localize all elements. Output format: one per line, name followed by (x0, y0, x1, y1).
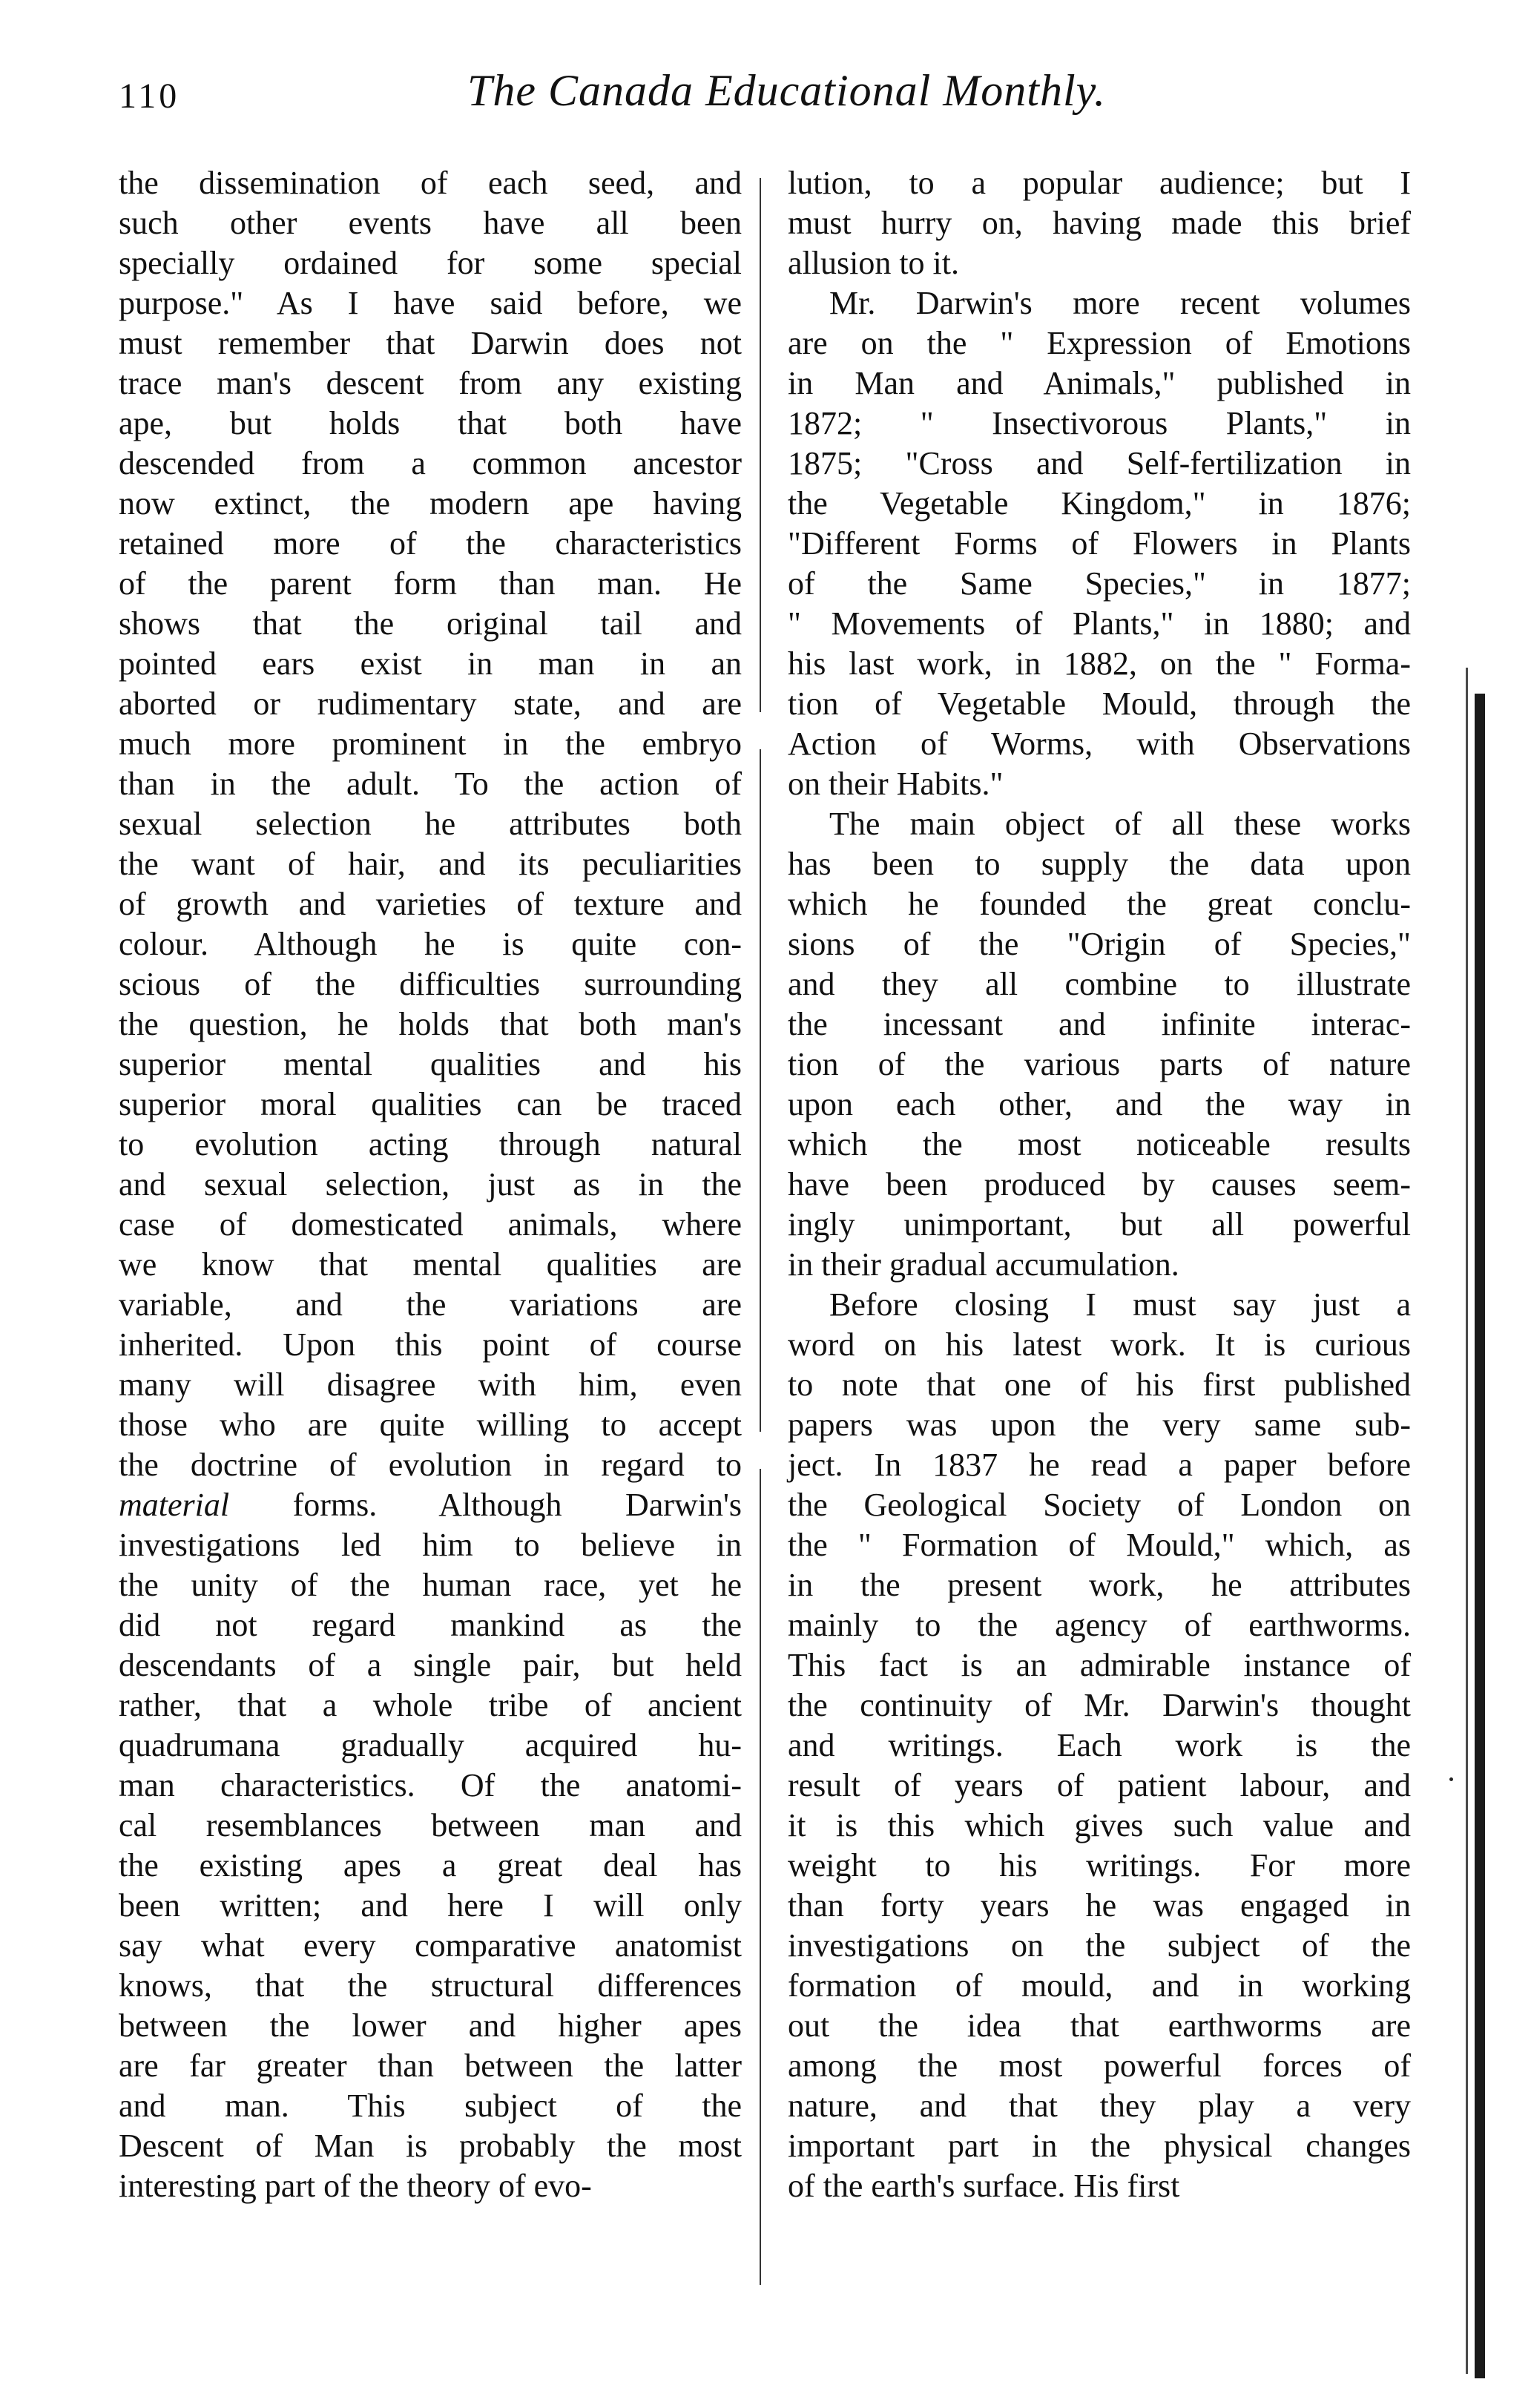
text-line: now extinct, the modern ape having (119, 485, 742, 522)
text-line: the " Formation of Mould," which, as (788, 1527, 1411, 1563)
text-line: descendants of a single pair, but held (119, 1647, 742, 1683)
text-line: case of domesticated animals, where (119, 1206, 742, 1243)
text-line: to note that one of his first published (788, 1366, 1411, 1403)
column-divider-top (760, 178, 761, 712)
text-line: the doctrine of evolution in regard to (119, 1447, 742, 1483)
text-line: ject. In 1837 he read a paper before (788, 1447, 1411, 1483)
text-line: are on the " Expression of Emotions (788, 325, 1411, 361)
text-line: say what every comparative anatomist (119, 1927, 742, 1964)
text-line: in their gradual accumulation. (788, 1246, 1179, 1283)
text-line: " Movements of Plants," in 1880; and (788, 605, 1411, 642)
page-edge-bar (1475, 694, 1485, 2378)
text-line: ape, but holds that both have (119, 405, 742, 441)
text-line: retained more of the characteristics (119, 525, 742, 562)
text-line: to evolution acting through natural (119, 1126, 742, 1162)
text-line: tion of the various parts of nature (788, 1046, 1411, 1082)
text-line: word on his latest work. It is curious (788, 1326, 1411, 1363)
text-line: Action of Worms, with Observations (788, 726, 1411, 762)
text-line: of growth and varieties of texture and (119, 886, 742, 922)
text-line: the want of hair, and its peculiarities (119, 846, 742, 882)
text-line: has been to supply the data upon (788, 846, 1411, 882)
text-line: on their Habits." (788, 766, 1004, 802)
text-line: and man. This subject of the (119, 2088, 742, 2124)
text-line: "Different Forms of Flowers in Plants (788, 525, 1411, 562)
text-line: mainly to the agency of earthworms. (788, 1607, 1411, 1643)
text-line: Before closing I must say just a (829, 1286, 1411, 1323)
text-line: the continuity of Mr. Darwin's thought (788, 1687, 1411, 1723)
text-line: those who are quite willing to accept (119, 1407, 742, 1443)
text-line: such other events have all been (119, 205, 742, 241)
text-line: superior moral qualities can be traced (119, 1086, 742, 1122)
text-line: colour. Although he is quite con- (119, 926, 742, 962)
text-line: pointed ears exist in man in an (119, 645, 742, 682)
text-line: cal resemblances between man and (119, 1807, 742, 1843)
text-line: tion of Vegetable Mould, through the (788, 685, 1411, 722)
page-number: 110 (119, 76, 180, 116)
text-line: trace man's descent from any existing (119, 365, 742, 401)
text-line: it is this which gives such value and (788, 1807, 1411, 1843)
text-line: aborted or rudimentary state, and are (119, 685, 742, 722)
text-line: and they all combine to illustrate (788, 966, 1411, 1002)
text-line: investigations led him to believe in (119, 1527, 742, 1563)
text-line: descended from a common ancestor (119, 445, 742, 481)
text-line: which he founded the great conclu- (788, 886, 1411, 922)
text-line: scious of the difficulties surrounding (119, 966, 742, 1002)
text-line: 1872; " Insectivorous Plants," in (788, 405, 1411, 441)
text-line: of the Same Species," in 1877; (788, 565, 1411, 602)
text-line: the existing apes a great deal has (119, 1847, 742, 1884)
text-line: his last work, in 1882, on the " Forma- (788, 645, 1411, 682)
text-line: shows that the original tail and (119, 605, 742, 642)
text-line: among the most powerful forces of (788, 2047, 1411, 2084)
text-line: inherited. Upon this point of course (119, 1326, 742, 1363)
text-line: papers was upon the very same sub- (788, 1407, 1411, 1443)
left-text-column (119, 163, 742, 2206)
text-line: than in the adult. To the action of (119, 766, 742, 802)
text-line: result of years of patient labour, and (788, 1767, 1411, 1803)
text-line: sions of the "Origin of Species," (788, 926, 1411, 962)
text-line: the unity of the human race, yet he (119, 1567, 742, 1603)
running-title: The Canada Educational Monthly. (467, 66, 1106, 115)
text-line: ingly unimportant, but all powerful (788, 1206, 1411, 1243)
text-line: This fact is an admirable instance of (788, 1647, 1411, 1683)
text-line: formation of mould, and in working (788, 1967, 1411, 2004)
text-line: much more prominent in the embryo (119, 726, 742, 762)
text-line: must remember that Darwin does not (119, 325, 742, 361)
text-line: man characteristics. Of the anatomi- (119, 1767, 742, 1803)
text-line: purpose." As I have said before, we (119, 285, 742, 321)
text-line: between the lower and higher apes (119, 2007, 742, 2044)
text-line: in the present work, he attributes (788, 1567, 1411, 1603)
text-line: Descent of Man is probably the most (119, 2128, 742, 2164)
text-line: upon each other, and the way in (788, 1086, 1411, 1122)
text-line: Mr. Darwin's more recent volumes (829, 285, 1411, 321)
text-line: 1875; "Cross and Self-fertilization in (788, 445, 1411, 481)
column-divider-bottom (760, 1469, 761, 2285)
text-line: we know that mental qualities are (119, 1246, 742, 1283)
text-line: quadrumana gradually acquired hu- (119, 1727, 742, 1763)
text-line: of the parent form than man. He (119, 565, 742, 602)
text-line: sexual selection he attributes both (119, 806, 742, 842)
italic-word: material (119, 1487, 230, 1523)
text-line: important part in the physical changes (788, 2128, 1411, 2164)
text-line: are far greater than between the latter (119, 2047, 742, 2084)
text-line: lution, to a popular audience; but I (788, 165, 1411, 201)
text-line: investigations on the subject of the (788, 1927, 1411, 1964)
text-line: the dissemination of each seed, and (119, 165, 742, 201)
text-line: did not regard mankind as the (119, 1607, 742, 1643)
running-header (0, 65, 1531, 132)
text-line: material forms. Although Darwin's (119, 1487, 742, 1523)
text-line: interesting part of the theory of evo- (119, 2168, 592, 2204)
page-edge-shadow (1466, 668, 1468, 2374)
text-line: knows, that the structural differences (119, 1967, 742, 2004)
text-line: must hurry on, having made this brief (788, 205, 1411, 241)
text-line: variable, and the variations are (119, 1286, 742, 1323)
text-line: the Geological Society of London on (788, 1487, 1411, 1523)
text-line: have been produced by causes seem- (788, 1166, 1411, 1203)
text-line: and sexual selection, just as in the (119, 1166, 742, 1203)
text-line: many will disagree with him, even (119, 1366, 742, 1403)
text-line: nature, and that they play a very (788, 2088, 1411, 2124)
column-divider-middle (760, 749, 761, 1432)
text-line: allusion to it. (788, 245, 959, 281)
text-line: in Man and Animals," published in (788, 365, 1411, 401)
text-line: superior mental qualities and his (119, 1046, 742, 1082)
text-line: than forty years he was engaged in (788, 1887, 1411, 1924)
text-line: specially ordained for some special (119, 245, 742, 281)
text-line: which the most noticeable results (788, 1126, 1411, 1162)
text-line: The main object of all these works (829, 806, 1411, 842)
right-text-column (788, 163, 1411, 2206)
text-line: the question, he holds that both man's (119, 1006, 742, 1042)
text-line: rather, that a whole tribe of ancient (119, 1687, 742, 1723)
print-speck (1449, 1777, 1453, 1781)
text-line: weight to his writings. For more (788, 1847, 1411, 1884)
text-line: the incessant and infinite interac- (788, 1006, 1411, 1042)
text-line: the Vegetable Kingdom," in 1876; (788, 485, 1411, 522)
text-line: out the idea that earthworms are (788, 2007, 1411, 2044)
text-line: been written; and here I will only (119, 1887, 742, 1924)
text-line: and writings. Each work is the (788, 1727, 1411, 1763)
text-line: of the earth's surface. His first (788, 2168, 1180, 2204)
